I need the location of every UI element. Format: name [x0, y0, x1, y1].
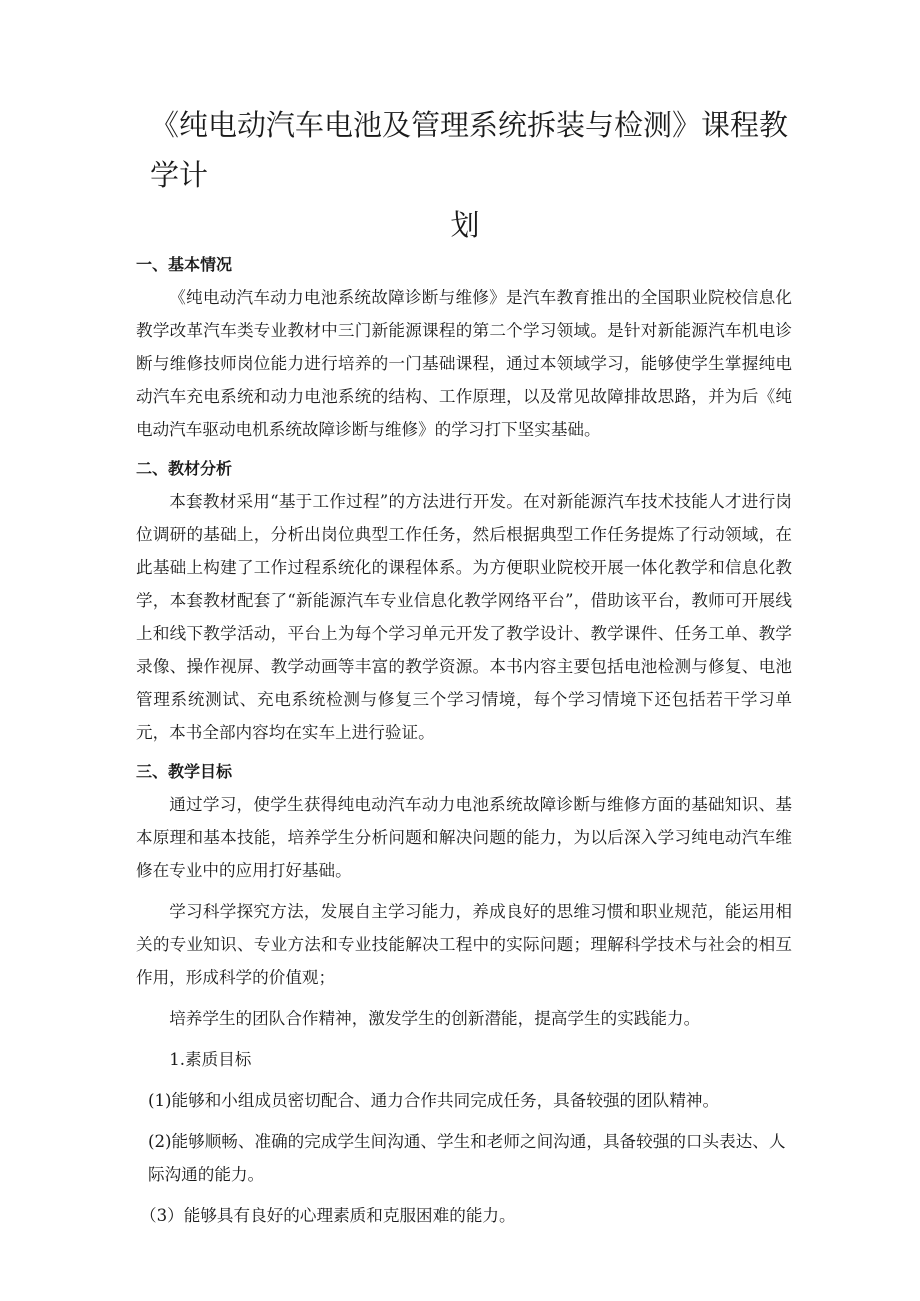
title-line-2: 划 [450, 208, 480, 242]
section-heading-teaching-goals: 三、教学目标 [136, 762, 233, 781]
list-item: (1)能够和小组成员密切配合、通力合作共同完成任务，具备较强的团队精神。 [148, 1091, 720, 1110]
title-line-1: 《纯电动汽车电池及管理系统拆装与检测》课程教学计 [150, 108, 789, 192]
section-paragraph: 学习科学探究方法，发展自主学习能力，养成良好的思维习惯和职业规范，能运用相关的专业知识、专业方法和专业技能解决工程中的实际问题；理解科学技术与社会的相互作用，形成科学的价值观； [136, 902, 792, 987]
document-body [136, 248, 792, 1232]
section-paragraph: 培养学生的团队合作精神，激发学生的创新潜能，提高学生的实践能力。 [169, 1009, 701, 1028]
list-item: (2)能够顺畅、准确的完成学生间沟通、学生和老师之间沟通，具备较强的口头表达、人际沟通的能力。 [148, 1132, 786, 1184]
list-item: （3）能够具有良好的心理素质和克服困难的能力。 [140, 1206, 516, 1225]
section-heading-basic-info: 一、基本情况 [136, 255, 233, 274]
document-title [150, 100, 810, 250]
subsection-heading-quality-goals: 1.素质目标 [169, 1050, 252, 1069]
section-paragraph: 通过学习，使学生获得纯电动汽车动力电池系统故障诊断与维修方面的基础知识、基本原理和基本技能，培养学生分析问题和解决问题的能力，为以后深入学习纯电动汽车维修在专业中的应用打好基础。 [136, 795, 792, 880]
section-paragraph: 本套教材采用“基于工作过程”的方法进行开发。在对新能源汽车技术技能人才进行岗位调研的基础上，分析出岗位典型工作任务，然后根据典型工作任务提炼了行动领域，在此基础上构建了工作过程系统化的课程体系。为方便职业院校开展一体化教学和信息化教学，本套教材配套了“新能源汽车专业信息化教学网络平台”，借助该平台，教师可开展线上和线下教学活动，平台上为每个学习单元开发了教学设计、教学课件、任务工单、教学录像、操作视屏、教学动画等丰富的教学资源。本书内容主要包括电池检测与修复、电池管理系统测试、充电系统检测与修复三个学习情境，每个学习情境下还包括若干学习单元，本书全部内容均在实车上进行验证。 [136, 492, 792, 742]
section-paragraph: 《纯电动汽车动力电池系统故障诊断与维修》是汽车教育推出的全国职业院校信息化教学改革汽车类专业教材中三门新能源课程的第二个学习领域。是针对新能源汽车机电诊断与维修技师岗位能力进行培养的一门基础课程，通过本领域学习，能够使学生掌握纯电动汽车充电系统和动力电池系统的结构、工作原理，以及常见故障排故思路，并为后《纯电动汽车驱动电机系统故障诊断与维修》的学习打下坚实基础。 [136, 288, 792, 439]
section-heading-textbook-analysis: 二、教材分析 [136, 459, 233, 478]
